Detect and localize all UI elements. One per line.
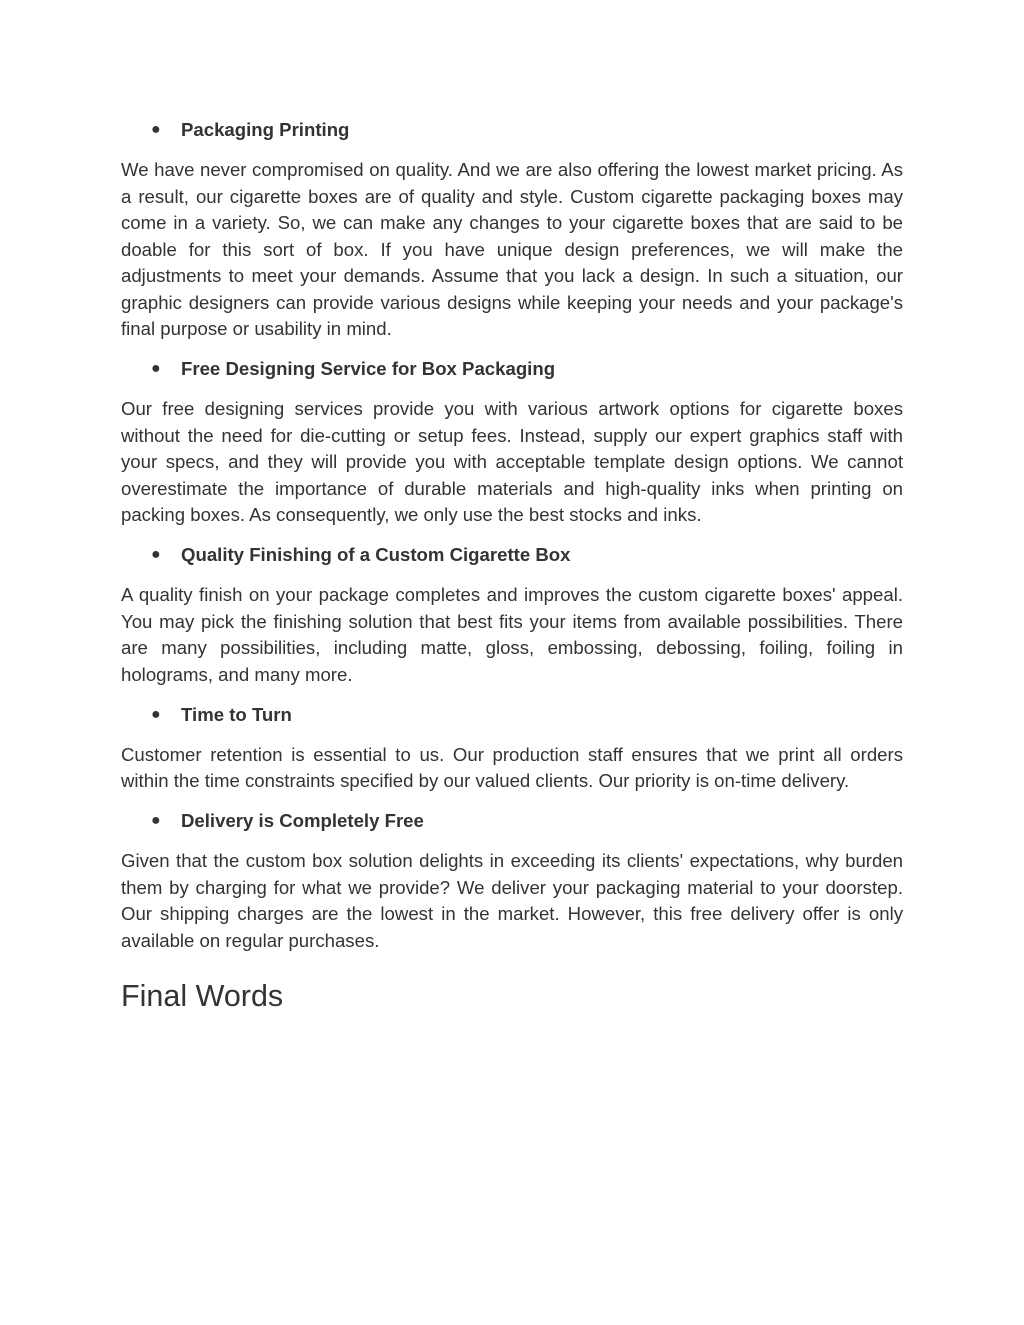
bullet-heading-quality-finishing	[121, 542, 903, 569]
bullet-heading-text: Time to Turn	[181, 703, 292, 725]
bullet-dot-icon: ●	[151, 812, 161, 829]
bullet-heading-free-delivery	[121, 808, 903, 835]
paragraph-free-delivery: Given that the custom box solution delights in exceeding its clients' expectations, why burden them by charging for what we provide? We deliver your packaging material to your doorstep. Our shipping charges are the lowest in the market. However, this free delivery offer is only available on regular purchases.	[121, 850, 903, 951]
bullet-dot-icon: ●	[151, 546, 161, 563]
bullet-heading-text: Packaging Printing	[181, 119, 350, 140]
bullet-heading-time-to-turn	[121, 702, 903, 729]
document-page	[121, 117, 903, 1014]
paragraph-free-designing: Our free designing services provide you with various artwork options for cigarette boxes without the need for die-cutting or setup fees. Instead, supply our expert graphics staff with your specs, and they will provide you with acceptable template design options. We cannot overestimate the importance of durable materials and high-quality inks when printing on packing boxes. As consequently, we only use the best stocks and inks.	[121, 398, 903, 525]
bullet-dot-icon: ●	[151, 705, 161, 723]
final-words-heading: Final Words	[121, 979, 284, 1013]
bullet-heading-packaging-printing	[121, 117, 903, 144]
paragraph-quality-finishing: A quality finish on your package completes and improves the custom cigarette boxes' appeal. You may pick the finishing solution that best fits your items from available possibilities. There are many possibilities, including matte, gloss, embossing, debossing, foiling, foiling in holograms, and many more.	[121, 584, 903, 685]
paragraph-packaging-printing: We have never compromised on quality. And we are also offering the lowest market pricing. As a result, our cigarette boxes are of quality and style. Custom cigarette packaging boxes may come in a variety. So, we can make any changes to your cigarette boxes that are said to be doable for this sort of box. If you have unique design preferences, we will make the adjustments to meet your demands. Assume that you lack a design. In such a situation, our graphic designers can provide various designs while keeping your needs and your package's final purpose or usability in mind.	[121, 159, 903, 339]
bullet-heading-text: Delivery is Completely Free	[181, 810, 424, 831]
bullet-heading-free-designing	[121, 356, 903, 383]
bullet-dot-icon: ●	[151, 360, 161, 377]
bullet-heading-text: Quality Finishing of a Custom Cigarette Box	[181, 544, 571, 565]
paragraph-time-to-turn: Customer retention is essential to us. Our production staff ensures that we print all orders within the time constraints specified by our valued clients. Our priority is on-time delivery.	[121, 743, 903, 791]
bullet-dot-icon: ●	[151, 121, 161, 138]
bullet-heading-text: Free Designing Service for Box Packaging	[181, 358, 556, 379]
